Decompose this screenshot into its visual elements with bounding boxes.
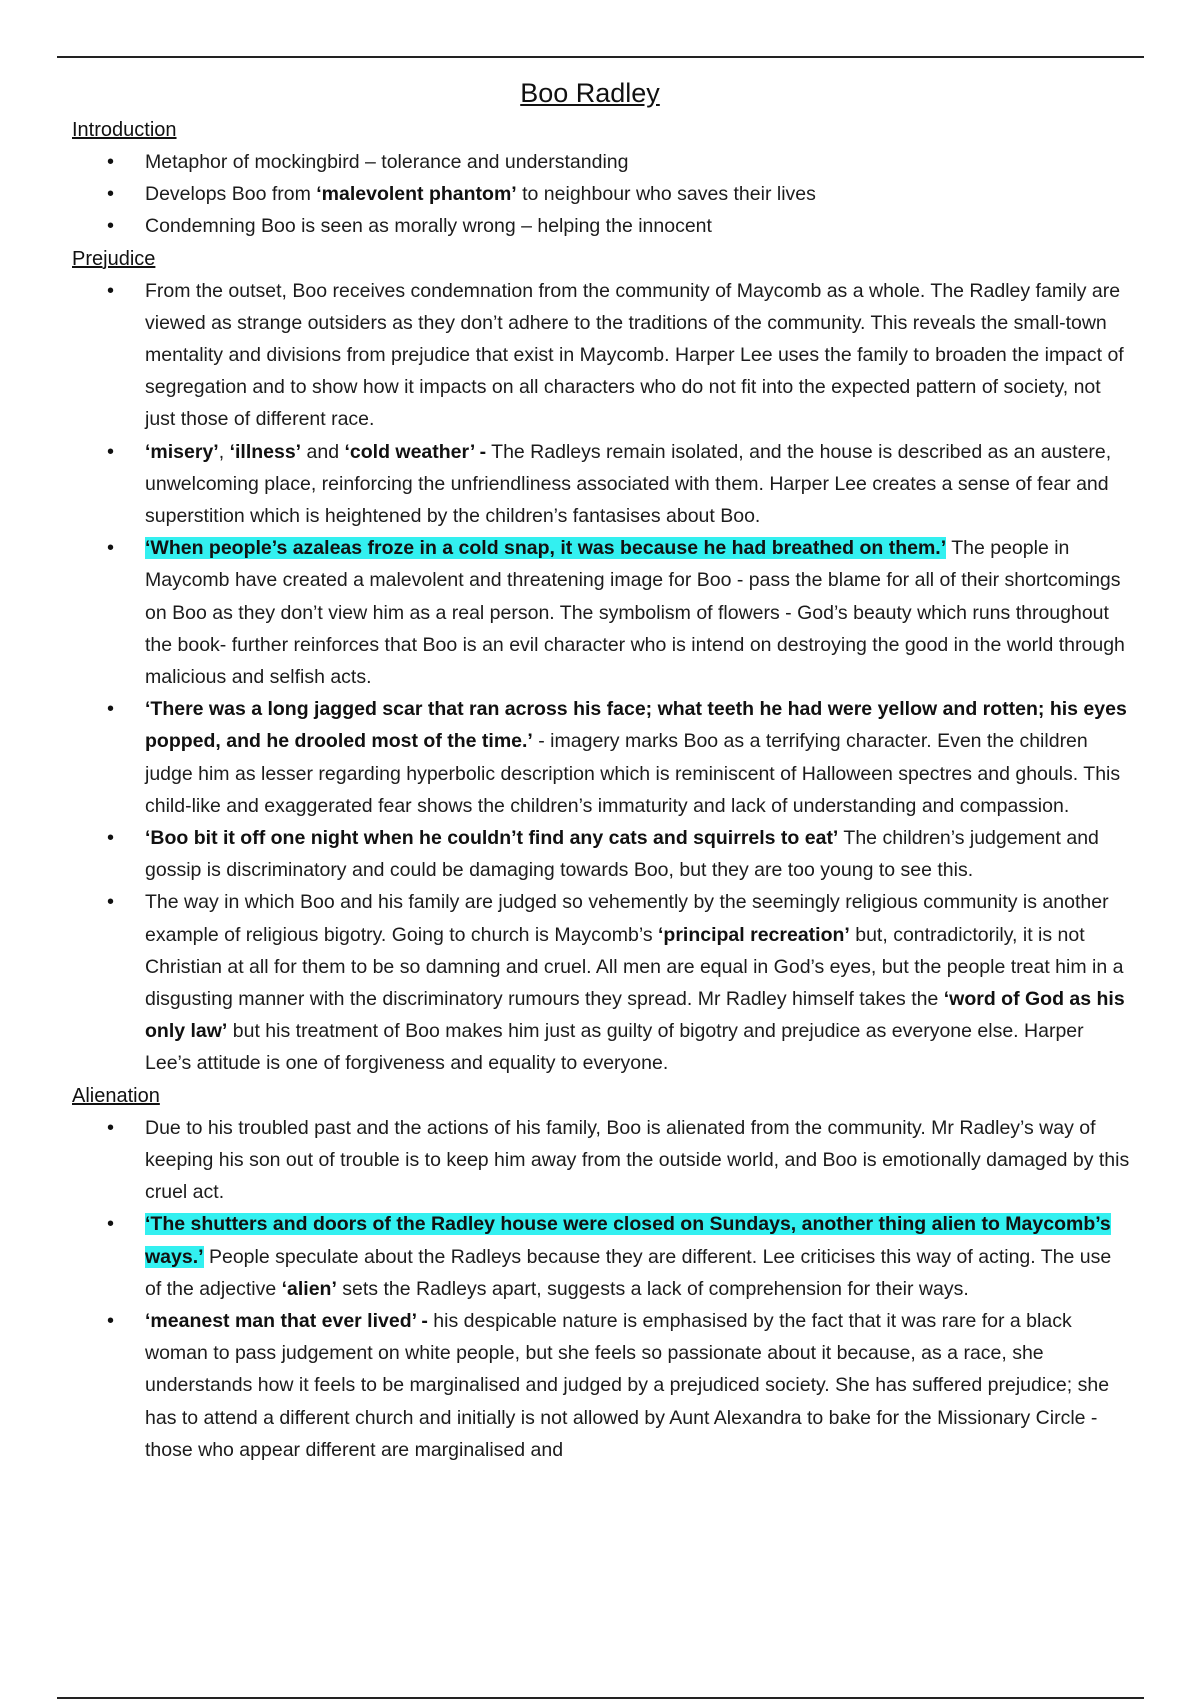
page-title: Boo Radley [520,78,660,108]
highlighted-quote: ‘When people’s azaleas froze in a cold snap, it was because he had breathed on them.’ [145,537,947,560]
section-heading-alienation: Alienation [72,1084,160,1107]
quote: ‘illness’ [229,440,302,463]
list-item: • ‘The shutters and doors of the Radley house were closed on Sundays, another thing alien to Maycomb’s ways.’ People speculate about the Radleys because they are different. Lee criticises this way of acting. The use of the adjective ‘alien’ sets the Radleys apart, suggests a lack of comprehension for their ways. [145,1208,1132,1305]
quote: ‘alien’ [281,1277,337,1300]
list-item: • Metaphor of mockingbird – tolerance and understanding [145,146,1132,178]
alienation-list [72,1112,1132,1466]
quote: ‘cold weather’ - [344,440,487,463]
list-item: • Due to his troubled past and the actions of his family, Boo is alienated from the community. Mr Radley’s way of keeping his son out of trouble is to keep him away from the outside world, and Boo is emotionally damaged by this cruel act. [145,1112,1132,1209]
list-item: • ‘Boo bit it off one night when he couldn’t find any cats and squirrels to eat’ The children’s judgement and gossip is discriminatory and could be damaging towards Boo, but they are too young to see this. [145,822,1132,886]
quote: ‘There was a long jagged scar that ran across his face; what teeth he had were yellow and rotten; his eyes popped, and he drooled most of the time.’ [145,698,1127,753]
list-item: • Develops Boo from ‘malevolent phantom’ to neighbour who saves their lives [145,178,1132,210]
list-item: • Condemning Boo is seen as morally wrong – helping the innocent [145,210,1132,242]
list-item: • ‘There was a long jagged scar that ran across his face; what teeth he had were yellow and rotten; his eyes popped, and he drooled most of the time.’ - imagery marks Boo as a terrifying character. Even the children judge him as lesser regarding hyperbolic description which is reminiscent of Halloween spectres and ghouls. This child-like and exaggerated fear shows the children’s immaturity and lack of understanding and compassion. [145,693,1132,822]
list-item: • From the outset, Boo receives condemnation from the community of Maycomb as a whole. The Radley family are viewed as strange outsiders as they don’t adhere to the traditions of the community. This reveals the small-town mentality and divisions from prejudice that exist in Maycomb. Harper Lee uses the family to broaden the impact of segregation and to show how it impacts on all characters who do not fit into the expected pattern of society, not just those of different race. [145,275,1132,436]
quote: ‘meanest man that ever lived’ - [145,1309,428,1332]
list-item: • ‘When people’s azaleas froze in a cold snap, it was because he had breathed on them.’ The people in Maycomb have created a malevolent and threatening image for Boo - pass the blame for all of their shortcomings on Boo as they don’t view him as a real person. The symbolism of flowers - God’s beauty which runs throughout the book- further reinforces that Boo is an evil character who is intend on destroying the good in the world through malicious and selfish acts. [145,532,1132,693]
section-heading-prejudice: Prejudice [72,247,156,270]
section-heading-introduction: Introduction [72,119,177,141]
highlighted-quote: ‘The shutters and doors of the Radley house were closed on Sundays, another thing alien to Maycomb’s ways.’ [145,1213,1111,1268]
list-item: • ‘meanest man that ever lived’ - his despicable nature is emphasised by the fact that it was rare for a black woman to pass judgement on white people, but she feels so passionate about it because, as a race, she understands how it feels to be marginalised and judged by a prejudiced society. She has suffered prejudice; she has to attend a different church and initially is not allowed by Aunt Alexandra to bake for the Missionary Circle - those who appear different are marginalised and [145,1305,1132,1466]
bottom-rule [57,1697,1144,1699]
list-item: • ‘misery’, ‘illness’ and ‘cold weather’ - The Radleys remain isolated, and the house is described as an austere, unwelcoming place, reinforcing the unfriendliness associated with them. Harper Lee creates a sense of fear and superstition which is heightened by the children’s fantasises about Boo. [145,436,1132,533]
introduction-list [72,146,1132,243]
quote: ‘principal recreation’ [658,923,850,946]
list-item: • The way in which Boo and his family are judged so vehemently by the seemingly religious community is another example of religious bigotry. Going to church is Maycomb’s ‘principal recreation’ but, contradictorily, it is not Christian at all for them to be so damning and cruel. All men are equal in God’s eyes, but the people treat him in a disgusting manner with the discriminatory rumours they spread. Mr Radley himself takes the ‘word of God as his only law’ but his treatment of Boo makes him just as guilty of bigotry and prejudice as everyone else. Harper Lee’s attitude is one of forgiveness and equality to everyone. [145,886,1132,1079]
top-rule [57,56,1144,58]
prejudice-list [72,275,1132,1080]
quote: ‘misery’ [145,440,219,463]
quote: ‘malevolent phantom’ [316,183,517,206]
quote: ‘Boo bit it off one night when he couldn’t find any cats and squirrels to eat’ [145,827,839,850]
document-body [72,72,1132,1466]
quote: ‘word of God as his only law’ [145,988,1125,1043]
